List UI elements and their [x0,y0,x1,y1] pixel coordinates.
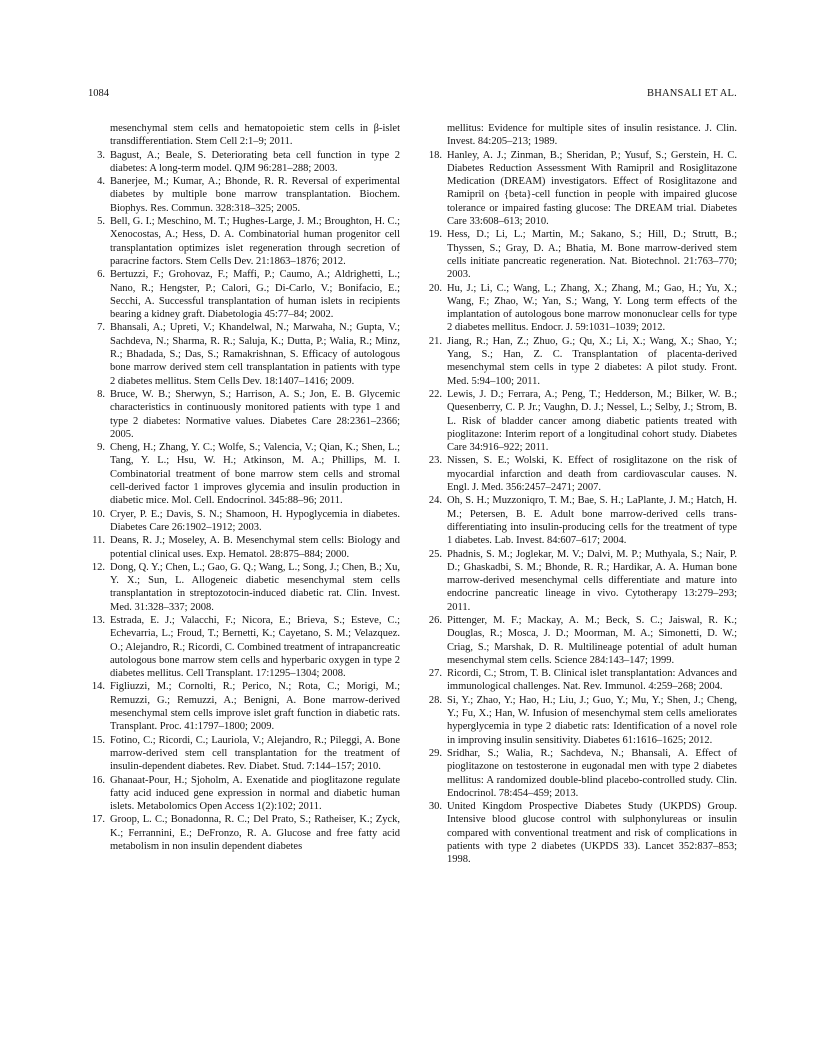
reference-entry [88,215,400,268]
reference-entry [425,614,737,667]
reference-entry [88,149,400,176]
reference-number: 22. [428,388,442,400]
reference-number: 4. [97,176,105,188]
reference-number: 3. [97,149,105,161]
reference-text: Cryer, P. E.; Davis, S. N.; Shamoon, H. Hypoglycemia in diabetes. Diabetes Care 26:1902–1912; 2003. [110,508,400,533]
reference-number: 12. [91,561,105,573]
reference-entry [88,813,400,853]
reference-entry [88,561,400,614]
reference-text: Hess, D.; Li, L.; Martin, M.; Sakano, S.; Hill, D.; Strutt, B.; Thyssen, S.; Gray, D. A.; Bhatia, M. Bone marrow-derived stem cells initiate pancreatic regeneration. Nat. Biotechnol. 21:763–770; 2003. [447,229,737,281]
page-number: 1084 [88,88,109,99]
page-header [88,87,737,100]
reference-number: 21. [428,335,442,347]
running-head: BHANSALI ET AL. [646,88,737,99]
reference-entry [425,494,737,547]
reference-text: Bhansali, A.; Upreti, V.; Khandelwal, N.; Marwaha, N.; Gupta, V.; Sachdeva, N.; Sharma, R. R.; Saluja, K.; Dutta, P.; Walia, R.; Minz, R.; Bhadada, S.; Das, S.; Ramakrishnan, S. Efficacy of autologous bone marrow derived stem cell transplantation in patients with type 2 diabetes mellitus. Stem Cells Dev. 18:1407–1416; 2009. [110,322,400,387]
reference-text: Sridhar, S.; Walia, R.; Sachdeva, N.; Bhansali, A. Effect of pioglitazone on testosterone in eugonadal men with type 2 diabetes mellitus: A randomized double-blind placebo-controlled study. Clin. Endocrinol. 78:454–459; 2013. [447,747,737,799]
reference-entry [88,388,400,441]
reference-text: Si, Y.; Zhao, Y.; Hao, H.; Liu, J.; Guo, Y.; Mu, Y.; Shen, J.; Cheng, Y.; Fu, X.; Han, W. Infusion of mesenchymal stem cells ameliorates hyperglycemia in type 2 diabetic rats: Identification of a novel role in improving insulin sensitivity. Diabetes 61:1616–1625; 2012. [447,694,737,746]
reference-text: Groop, L. C.; Bonadonna, R. C.; Del Prato, S.; Ratheiser, K.; Zyck, K.; Ferrannini, E.; DeFronzo, R. A. Glucose and free fatty acid metabolism in non insulin dependent diabetes [110,814,400,853]
reference-number: 17. [91,814,105,826]
reference-list-right [425,149,737,867]
reference-number: 15. [91,734,105,746]
reference-number: 16. [91,774,105,786]
continuation-text: mellitus: Evidence for multiple sites of insulin resistance. J. Clin. Invest. 84:205–213; 1989. [447,123,737,148]
reference-number: 6. [97,269,105,281]
reference-entry [88,175,400,215]
reference-entry [425,747,737,800]
reference-number: 10. [91,508,105,520]
reference-text: Figliuzzi, M.; Cornolti, R.; Perico, N.; Rota, C.; Morigi, M.; Remuzzi, G.; Remuzzi, A.; Benigni, A. Bone marrow-derived mesenchymal stem cells improve islet graft function in diabetic rats. Transplant. Proc. 41:1797–1800; 2009. [110,681,400,733]
reference-text: Hu, J.; Li, C.; Wang, L.; Zhang, X.; Zhang, M.; Gao, H.; Yu, X.; Wang, F.; Zhao, W.; Yan, S.; Wang, Y. Long term effects of the implantation of autologous bone marrow mononuclear cells for type 2 diabetes mellitus. Endocr. J. 59:1031–1039; 2012. [447,282,737,334]
reference-number: 23. [428,455,442,467]
reference-number: 9. [97,442,105,454]
reference-number: 27. [428,668,442,680]
reference-list-left [88,149,400,854]
reference-entry [425,454,737,494]
reference-entry [88,614,400,680]
reference-text: Phadnis, S. M.; Joglekar, M. V.; Dalvi, M. P.; Muthyala, S.; Nair, P. D.; Ghaskadbi, S. M.; Bhonde, R. R.; Hardikar, A. A. Human bone marrow-derived mesenchymal cells differentiate and mature into endocrine pancreatic lineage in vivo. Cytotherapy 13:279–293; 2011. [447,548,737,613]
reference-text: Lewis, J. D.; Ferrara, A.; Peng, T.; Hedderson, M.; Bilker, W. B.; Quesenberry, C. P. Jr.; Vaughn, D. J.; Nessel, L.; Selby, J.; Strom, B. L. Risk of bladder cancer among diabetic patients treated with pioglitazone: Interim report of a longitudinal cohort study. Diabetes Care 34:916–922; 2011. [447,388,737,454]
reference-number: 28. [428,694,442,706]
reference-entry [425,667,737,694]
reference-number: 14. [91,681,105,693]
reference-entry [88,508,400,535]
references-column-right [425,122,737,867]
reference-text: Bruce, W. B.; Sherwyn, S.; Harrison, A. S.; Jon, E. B. Glycemic characteristics in continuously monitored patients with type 1 and type 2 diabetes: Normative values. Diabetes Care 28:2361–2366; 2005. [110,388,400,440]
reference-text: Deans, R. J.; Moseley, A. B. Mesenchymal stem cells: Biology and potential clinical uses. Exp. Hematol. 28:875–884; 2000. [110,535,400,560]
references-column-left [88,122,400,853]
reference-text: Dong, Q. Y.; Chen, L.; Gao, G. Q.; Wang, L.; Song, J.; Chen, B.; Xu, Y. X.; Sun, L. Allogeneic diabetic mesenchymal stem cells transplantation in streptozotocin-induced diabetic rat. Clin. Invest. Med. 31:328–337; 2008. [110,561,400,613]
reference-entry [88,680,400,733]
reference-number: 26. [428,614,442,626]
reference-number: 24. [428,495,442,507]
reference-number: 7. [97,322,105,334]
reference-text: Oh, S. H.; Muzzoniqro, T. M.; Bae, S. H.; LaPlante, J. M.; Hatch, H. M.; Petersen, B. E. Adult bone marrow-derived cells trans-differentiating into insulin-producing cells for the treatment of type 1 diabetes. Lab. Invest. 84:607–617; 2004. [447,495,737,547]
reference-number: 30. [428,801,442,813]
reference-text: Bagust, A.; Beale, S. Deteriorating beta cell function in type 2 diabetes: A long-term model. QJM 96:281–288; 2003. [110,149,400,174]
reference-text: Cheng, H.; Zhang, Y. C.; Wolfe, S.; Valencia, V.; Qian, K.; Shen, L.; Tang, Y. L.; Hsu, W. H.; Atkinson, M. A.; Phillips, M. I. Combinatorial treatment of bone marrow stem cells and stromal cell-derived factor 1 improves glycemia and insulin production in diabetic mice. Mol. Cell. Endocrinol. 345:88–96; 2011. [110,442,400,507]
reference-text: Fotino, C.; Ricordi, C.; Lauriola, V.; Alejandro, R.; Pileggi, A. Bone marrow-derived stem cell transplantation for the treatment of insulin-dependent diabetes. Rev. Diabet. Stud. 7:144–157; 2010. [110,734,400,773]
reference-entry [425,548,737,614]
reference-text: Banerjee, M.; Kumar, A.; Bhonde, R. R. Reversal of experimental diabetes by multiple bone marrow transplantation. Biochem. Biophys. Res. Commun. 328:318–325; 2005. [110,176,400,214]
reference-number: 18. [428,149,442,161]
reference-entry [425,800,737,866]
reference-number: 13. [91,614,105,626]
reference-entry [425,282,737,335]
reference-text: Bertuzzi, F.; Grohovaz, F.; Maffi, P.; Caumo, A.; Aldrighetti, L.; Nano, R.; Hengster, P.; Calori, G.; Di-Carlo, V.; Bonifacio, E.; Secchi, A. Successful transplantation of human islets in recipients bearing a kidney graft. Diabetologia 45:77–84; 2002. [110,269,400,321]
reference-text: United Kingdom Prospective Diabetes Study (UKPDS) Group. Intensive blood glucose control with sulphonylureas or insulin compared with conventional treatment and risk of complications in patients with type 2 diabetes (UKPDS 33). Lancet 352:837–853; 1998. [447,801,737,866]
continuation-text: mesenchymal stem cells and hematopoietic stem cells in β-islet transdifferentiation. Stem Cell 2:1–9; 2011. [110,123,400,148]
reference-number: 8. [97,388,105,400]
reference-entry [425,388,737,454]
reference-number: 5. [97,216,105,228]
reference-entry [425,694,737,747]
reference-text: Hanley, A. J.; Zinman, B.; Sheridan, P.; Yusuf, S.; Gerstein, H. C. Diabetes Reduction Assessment With Ramipril and Rosiglitazone Medication (DREAM) investigators. Effect of Rosiglitazone and Ramipril on {beta}-cell function in people with impaired glucose tolerance or impaired fasting glucose: The DREAM trial. Diabetes Care 33:608–613; 2010. [447,149,737,228]
reference-text: Ricordi, C.; Strom, T. B. Clinical islet transplantation: Advances and immunological challenges. Nat. Rev. Immunol. 4:259–268; 2004. [447,668,737,693]
reference-number: 25. [428,548,442,560]
reference-entry [425,335,737,388]
reference-text: Ghanaat-Pour, H.; Sjoholm, A. Exenatide and pioglitazone regulate fatty acid induced gene expression in normal and diabetic human islets. Metabolomics Open Access 1(2):102; 2011. [110,774,400,813]
reference-number: 29. [428,747,442,759]
reference-entry [425,228,737,281]
reference-number: 20. [428,282,442,294]
reference-entry [425,149,737,229]
reference-entry [88,441,400,507]
reference-number: 19. [428,229,442,241]
reference-text: Nissen, S. E.; Wolski, K. Effect of rosiglitazone on the risk of myocardial infarction and death from cardiovascular causes. N. Engl. J. Med. 356:2457–2471; 2007. [447,455,737,494]
reference-number: 11. [92,535,105,547]
reference-text: Jiang, R.; Han, Z.; Zhuo, G.; Qu, X.; Li, X.; Wang, X.; Shao, Y.; Yang, S.; Han, Z. C. Transplantation of placenta-derived mesenchymal stem cells in type 2 diabetes: A pilot study. Front. Med. 5:94–100; 2011. [447,335,737,387]
reference-text: Pittenger, M. F.; Mackay, A. M.; Beck, S. C.; Jaiswal, R. K.; Douglas, R.; Mosca, J. D.; Moorman, M. A.; Simonetti, D. W.; Criag, S.; Marshak, D. R. Multilineage potential of adult human mesenchymal stem cells. Science 284:143–147; 1999. [447,614,737,666]
reference-text: Bell, G. I.; Meschino, M. T.; Hughes-Large, J. M.; Broughton, H. C.; Xenocostas, A.; Hess, D. A. Combinatorial human progenitor cell transplantation optimizes islet regeneration through secretion of paracrine factors. Stem Cells Dev. 21:1863–1876; 2012. [110,216,400,267]
reference-entry [88,268,400,321]
reference-entry [88,734,400,774]
reference-entry [88,534,400,561]
reference-text: Estrada, E. J.; Valacchi, F.; Nicora, E.; Brieva, S.; Esteve, C.; Echevarria, L.; Froud, T.; Bernetti, K.; Cayetano, S. M.; Velazquez. O.; Alejandro, R.; Ricordi, C. Combined treatment of intrapancreatic autologous bone marrow stem cells and hyperbaric oxygen in type 2 diabetes mellitus. Cell Transplant. 17:1295–1304; 2008. [110,614,400,680]
reference-entry [88,774,400,814]
reference-entry [88,321,400,387]
